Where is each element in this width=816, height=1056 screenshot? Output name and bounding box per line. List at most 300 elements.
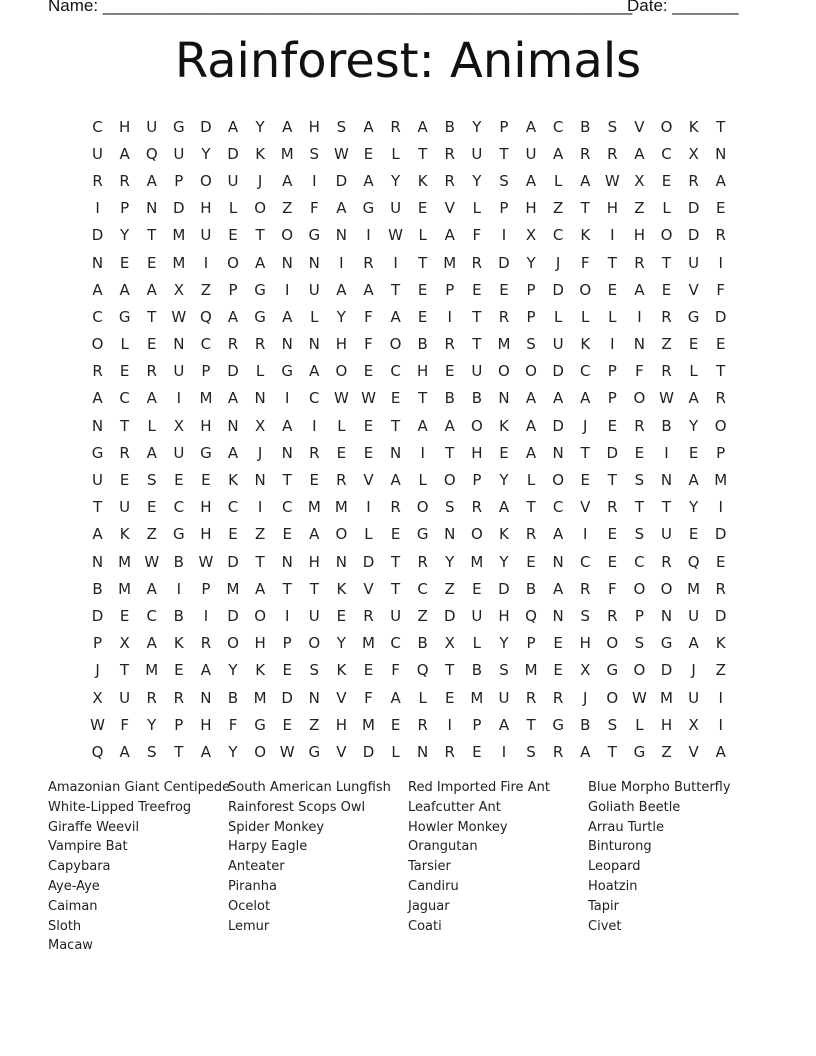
grid-letter: I [447, 307, 452, 326]
grid-letter: I [257, 498, 263, 517]
grid-letter: D [362, 742, 375, 761]
grid-letter: G [200, 443, 212, 462]
grid-letter: I [284, 389, 290, 408]
grid-letter: E [607, 416, 618, 435]
grid-letter: E [607, 525, 618, 544]
grid-letter: N [308, 253, 320, 272]
grid-letter: G [416, 525, 429, 544]
grid-letter: E [363, 661, 374, 680]
grid-letter: T [282, 471, 292, 490]
word-column [408, 778, 588, 936]
grid-letter: P [120, 199, 130, 218]
grid-letter: U [471, 362, 483, 381]
grid-letter: T [499, 144, 509, 163]
grid-letter: L [255, 362, 265, 381]
grid-letter: U [525, 144, 537, 163]
grid-letter: O [470, 525, 483, 544]
grid-letter: T [120, 416, 130, 435]
grid-letter: A [525, 416, 537, 435]
word-list-item: Harpy Eagle [228, 839, 308, 855]
grid-row [84, 167, 736, 194]
grid-letter: U [92, 471, 104, 490]
grid-letter: E [363, 362, 374, 381]
grid-letter: E [417, 199, 428, 218]
grid-letter: V [336, 688, 347, 707]
grid-letter: Z [553, 199, 564, 218]
grid-letter: M [443, 253, 457, 272]
grid-letter: A [390, 471, 401, 490]
grid-letter: A [580, 742, 591, 761]
grid-letter: A [119, 280, 130, 299]
word-list-item: South American Lungfish [228, 780, 391, 795]
grid-letter: X [254, 416, 266, 435]
grid-letter: C [390, 362, 401, 381]
grid-letter: A [390, 688, 401, 707]
grid-letter: I [718, 253, 723, 272]
grid-letter: R [688, 171, 699, 190]
grid-letter: F [391, 661, 400, 680]
grid-letter: M [497, 335, 511, 354]
grid-letter: O [714, 416, 727, 435]
grid-letter: R [146, 362, 157, 381]
grid-letter: R [715, 226, 726, 245]
grid-letter: G [173, 525, 185, 544]
grid-letter: P [634, 606, 644, 625]
grid-letter: T [716, 362, 726, 381]
grid-letter: I [284, 606, 290, 625]
grid-letter: A [444, 226, 455, 245]
grid-letter: D [498, 253, 510, 272]
grid-letter: A [336, 280, 347, 299]
grid-letter: E [472, 742, 482, 761]
word-list-item: Lemur [228, 918, 270, 934]
grid-letter: E [146, 335, 157, 354]
grid-letter: A [363, 171, 374, 190]
grid-letter: I [203, 606, 209, 625]
grid-letter: L [553, 171, 563, 190]
grid-letter: A [553, 144, 564, 163]
grid-row [84, 412, 736, 439]
grid-letter: A [525, 389, 537, 408]
grid-letter: F [580, 253, 590, 272]
grid-letter: L [147, 416, 156, 435]
grid-letter: C [119, 389, 130, 408]
grid-letter: I [501, 742, 507, 761]
grid-letter: O [254, 742, 267, 761]
grid-letter: E [526, 552, 536, 571]
grid-letter: T [174, 742, 184, 761]
grid-letter: R [146, 688, 157, 707]
word-list-item: Giraffe Weevil [48, 819, 140, 835]
word-list-item: Ocelot [228, 898, 271, 914]
grid-letter: L [472, 199, 482, 218]
grid-letter: U [92, 144, 104, 163]
grid-letter: N [552, 552, 564, 571]
grid-letter: O [660, 226, 673, 245]
grid-letter: T [661, 253, 672, 272]
grid-letter: M [307, 498, 321, 517]
grid-letter: D [200, 117, 212, 136]
grid-letter: N [281, 253, 293, 272]
grid-letter: U [688, 253, 700, 272]
grid-letter: I [95, 199, 100, 218]
grid-letter: H [308, 117, 320, 136]
grid-letter: D [714, 307, 727, 326]
grid-letter: E [390, 525, 401, 544]
grid-letter: U [308, 606, 320, 625]
grid-letter: N [552, 606, 564, 625]
grid-letter: H [525, 199, 537, 218]
grid-row [84, 738, 736, 765]
grid-letter: A [417, 117, 428, 136]
grid-row [84, 575, 736, 602]
grid-letter: U [390, 606, 402, 625]
grid-letter: T [255, 226, 265, 245]
grid-letter: A [525, 443, 537, 462]
word-list-item: Coati [408, 918, 442, 934]
grid-letter: T [580, 199, 590, 218]
grid-letter: O [633, 579, 646, 598]
grid-letter: R [661, 307, 672, 326]
grid-row [84, 140, 736, 167]
word-list-item: Tarsier [408, 859, 451, 875]
grid-letter: V [363, 471, 374, 490]
grid-letter: G [308, 742, 321, 761]
grid-letter: H [579, 634, 591, 653]
grid-letter: B [417, 634, 428, 653]
grid-letter: A [525, 171, 537, 190]
grid-letter: C [281, 498, 293, 517]
grid-letter: H [254, 634, 266, 653]
grid-letter: W [333, 144, 349, 163]
grid-letter: U [661, 525, 672, 544]
grid-letter: L [608, 307, 617, 326]
grid-letter: N [335, 226, 347, 245]
grid-letter: A [146, 171, 157, 190]
grid-letter: O [91, 335, 104, 354]
grid-letter: D [91, 226, 104, 245]
grid-letter: D [498, 579, 510, 598]
grid-letter: A [146, 634, 157, 653]
grid-letter: O [470, 416, 483, 435]
grid-letter: Z [200, 280, 212, 299]
grid-letter: V [336, 742, 347, 761]
grid-row [84, 602, 736, 629]
grid-letter: T [255, 552, 265, 571]
grid-letter: E [174, 661, 184, 680]
grid-letter: A [553, 525, 564, 544]
grid-letter: T [418, 144, 428, 163]
word-list-item: Binturong [588, 839, 652, 855]
grid-letter: L [418, 471, 427, 490]
grid-letter: E [661, 171, 672, 190]
grid-letter: T [390, 579, 401, 598]
grid-letter: A [688, 389, 699, 408]
grid-letter: X [173, 416, 184, 435]
grid-letter: W [171, 307, 187, 326]
grid-letter: F [120, 715, 129, 734]
grid-letter: L [526, 471, 536, 490]
grid-row [84, 113, 736, 140]
grid-letter: C [579, 552, 591, 571]
grid-letter: E [201, 471, 211, 490]
grid-letter: D [714, 606, 727, 625]
grid-letter: N [200, 688, 212, 707]
grid-letter: B [227, 688, 239, 707]
grid-letter: T [147, 307, 157, 326]
grid-letter: C [390, 634, 401, 653]
word-list-item: Caiman [48, 898, 98, 914]
grid-letter: P [472, 715, 482, 734]
grid-letter: D [362, 552, 375, 571]
grid-letter: D [335, 171, 348, 190]
grid-letter: N [254, 471, 266, 490]
grid-letter: M [226, 579, 240, 598]
grid-letter: T [580, 443, 590, 462]
word-list-item: Vampire Bat [48, 839, 128, 855]
grid-letter: T [472, 335, 482, 354]
grid-letter: A [553, 579, 564, 598]
grid-letter: A [309, 525, 320, 544]
grid-letter: N [498, 389, 510, 408]
grid-letter: E [499, 280, 509, 299]
grid-letter: Y [526, 253, 536, 272]
grid-letter: U [471, 144, 483, 163]
grid-letter: D [91, 606, 104, 625]
grid-letter: D [227, 606, 239, 625]
grid-letter: A [390, 307, 401, 326]
grid-letter: U [119, 688, 131, 707]
grid-letter: K [255, 144, 266, 163]
grid-letter: W [90, 715, 105, 734]
grid-letter: T [418, 253, 428, 272]
grid-letter: N [715, 144, 727, 163]
word-list-item: Macaw [48, 938, 93, 954]
grid-letter: M [172, 226, 186, 245]
grid-letter: A [634, 280, 645, 299]
grid-letter: A [498, 715, 510, 734]
grid-letter: R [390, 498, 401, 517]
grid-letter: O [633, 661, 646, 680]
grid-letter: N [335, 552, 347, 571]
grid-letter: R [715, 389, 726, 408]
grid-letter: P [445, 280, 455, 299]
grid-letter: Y [120, 226, 130, 245]
grid-row [84, 331, 736, 358]
grid-letter: F [364, 307, 373, 326]
grid-letter: P [607, 362, 617, 381]
grid-letter: D [660, 661, 673, 680]
grid-letter: I [176, 389, 182, 408]
grid-letter: O [335, 525, 348, 544]
grid-letter: D [173, 199, 185, 218]
grid-letter: G [660, 634, 673, 653]
grid-letter: B [92, 579, 103, 598]
grid-letter: I [176, 579, 182, 598]
grid-letter: Q [145, 144, 158, 163]
grid-letter: A [525, 117, 537, 136]
grid-letter: C [200, 335, 212, 354]
grid-letter: N [227, 416, 239, 435]
grid-letter: P [716, 443, 726, 462]
grid-row [84, 548, 736, 575]
grid-letter: H [200, 715, 212, 734]
grid-letter: O [335, 362, 348, 381]
grid-letter: D [714, 525, 727, 544]
grid-letter: N [91, 416, 104, 435]
word-list-item: Rainforest Scops Owl [228, 799, 366, 815]
grid-letter: E [688, 443, 699, 462]
grid-letter: N [444, 525, 456, 544]
grid-letter: A [92, 525, 103, 544]
word-list-item: White-Lipped Treefrog [48, 799, 192, 815]
grid-letter: X [92, 688, 103, 707]
grid-letter: M [660, 688, 673, 707]
grid-letter: R [552, 688, 564, 707]
grid-letter: G [254, 280, 266, 299]
grid-letter: E [119, 362, 130, 381]
grid-letter: R [471, 253, 483, 272]
grid-letter: T [445, 661, 455, 680]
grid-letter: B [661, 416, 672, 435]
grid-letter: P [201, 579, 211, 598]
grid-letter: T [661, 498, 672, 517]
grid-letter: F [309, 199, 319, 218]
grid-letter: L [337, 416, 346, 435]
grid-letter: A [363, 117, 374, 136]
grid-letter: Z [661, 742, 672, 761]
grid-letter: A [200, 742, 212, 761]
grid-letter: O [443, 471, 456, 490]
grid-letter: P [472, 471, 482, 490]
grid-letter: R [444, 742, 455, 761]
page-title: Rainforest: Animals [174, 33, 642, 89]
grid-letter: A [282, 117, 293, 136]
grid-letter: O [606, 634, 619, 653]
grid-letter: I [203, 253, 209, 272]
grid-letter: H [335, 335, 348, 354]
grid-letter: S [607, 117, 618, 136]
grid-letter: R [607, 606, 618, 625]
grid-letter: A [715, 171, 726, 190]
grid-letter: R [173, 688, 185, 707]
grid-letter: B [580, 117, 591, 136]
grid-letter: R [363, 253, 374, 272]
grid-letter: L [662, 199, 671, 218]
grid-letter: E [661, 280, 672, 299]
grid-letter: F [364, 688, 373, 707]
grid-letter: R [92, 362, 103, 381]
grid-letter: A [688, 634, 699, 653]
grid-letter: B [417, 335, 428, 354]
grid-letter: R [634, 253, 645, 272]
grid-letter: U [688, 688, 700, 707]
grid-letter: E [417, 280, 428, 299]
grid-letter: A [92, 389, 103, 408]
grid-letter: P [282, 634, 292, 653]
grid-letter: A [200, 661, 212, 680]
grid-letter: S [309, 144, 320, 163]
grid-letter: L [418, 688, 427, 707]
grid-letter: T [390, 280, 401, 299]
grid-letter: K [336, 579, 347, 598]
grid-letter: A [146, 579, 157, 598]
grid-letter: R [336, 471, 347, 490]
grid-letter: N [91, 253, 104, 272]
grid-letter: N [660, 606, 673, 625]
grid-letter: T [634, 498, 644, 517]
grid-letter: N [389, 443, 402, 462]
grid-letter: A [282, 416, 293, 435]
grid-letter: B [173, 552, 184, 571]
grid-letter: E [282, 715, 292, 734]
grid-letter: H [633, 226, 646, 245]
grid-letter: L [391, 742, 400, 761]
grid-letter: R [552, 742, 564, 761]
grid-letter: R [444, 171, 455, 190]
grid-letter: D [687, 199, 700, 218]
grid-letter: R [390, 117, 401, 136]
grid-letter: V [444, 199, 455, 218]
grid-letter: O [579, 280, 592, 299]
grid-letter: I [583, 525, 588, 544]
grid-letter: B [525, 579, 537, 598]
grid-letter: V [634, 117, 645, 136]
grid-letter: O [389, 335, 402, 354]
grid-letter: R [363, 606, 374, 625]
word-column [588, 778, 768, 936]
grid-letter: N [308, 688, 320, 707]
grid-letter: C [552, 226, 564, 245]
grid-letter: F [472, 226, 482, 245]
grid-letter: I [637, 307, 642, 326]
word-list-item: Orangutan [408, 839, 478, 855]
grid-letter: Y [201, 144, 211, 163]
grid-letter: A [119, 144, 130, 163]
grid-letter: E [688, 335, 699, 354]
grid-letter: I [366, 226, 371, 245]
grid-letter: Z [254, 525, 266, 544]
grid-letter: J [257, 171, 263, 190]
grid-letter: T [716, 117, 726, 136]
grid-letter: A [146, 389, 157, 408]
grid-letter: A [580, 171, 591, 190]
grid-letter: M [118, 552, 132, 571]
grid-letter: I [610, 335, 615, 354]
grid-row [84, 195, 736, 222]
grid-letter: R [525, 525, 537, 544]
grid-letter: D [552, 416, 564, 435]
grid-letter: Y [499, 471, 509, 490]
grid-letter: S [634, 525, 645, 544]
grid-letter: W [198, 552, 214, 571]
grid-letter: H [308, 552, 320, 571]
grid-letter: Q [200, 307, 212, 326]
grid-letter: U [173, 144, 185, 163]
grid-letter: S [445, 498, 455, 517]
grid-letter: U [688, 606, 700, 625]
grid-letter: E [445, 688, 455, 707]
grid-letter: E [553, 634, 563, 653]
grid-letter: T [390, 416, 401, 435]
grid-letter: I [610, 226, 615, 245]
grid-letter: K [499, 416, 509, 435]
grid-letter: O [200, 171, 212, 190]
grid-letter: R [661, 362, 672, 381]
word-list-item: Aye-Aye [48, 878, 100, 894]
grid-letter: G [254, 307, 266, 326]
grid-letter: R [254, 335, 266, 354]
